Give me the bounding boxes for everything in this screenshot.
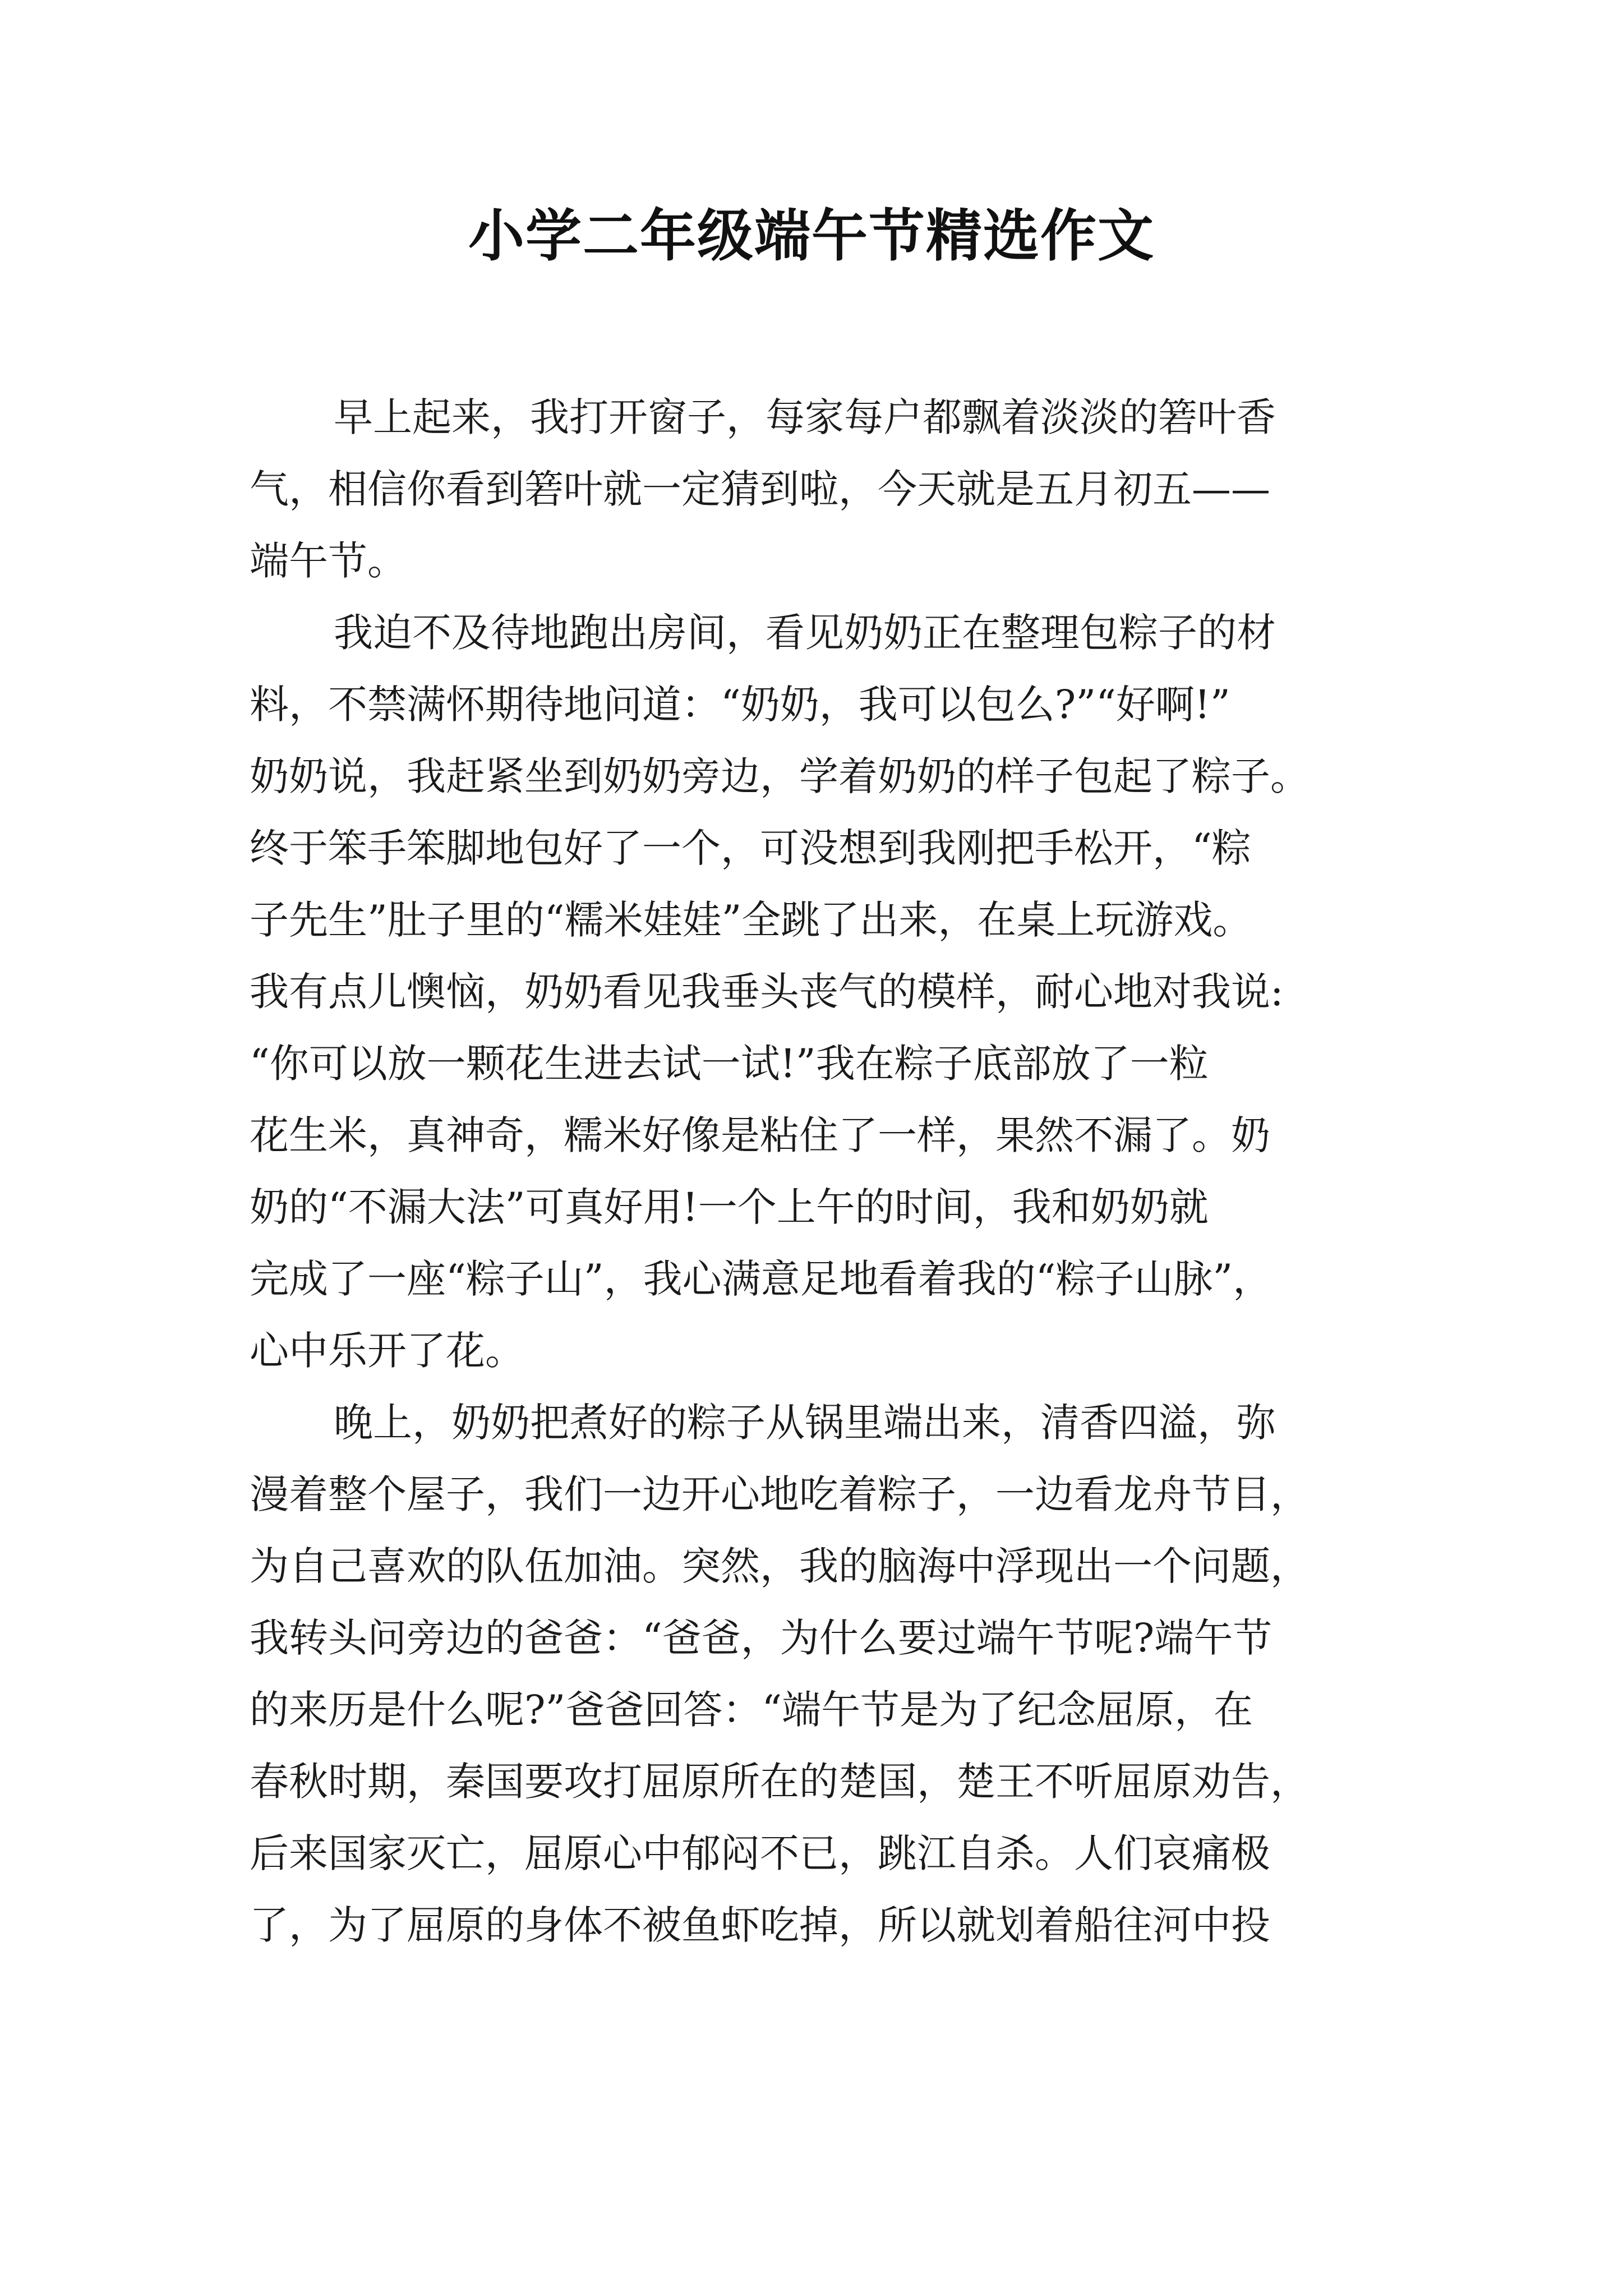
document-title: 小学二年级端午节精选作文 xyxy=(468,203,1155,269)
paragraph-2-line-8: 花生米，真神奇，糯米好像是粘住了一样，果然不漏了。奶 xyxy=(250,1112,1270,1158)
paragraph-3-line-5: 的来历是什么呢?”爸爸回答：“端午节是为了纪念屈原，在 xyxy=(250,1687,1253,1733)
paragraph-2-line-9: 奶的“不漏大法”可真好用!一个上午的时间，我和奶奶就 xyxy=(250,1184,1209,1230)
paragraph-3-line-3: 为自己喜欢的队伍加油。突然，我的脑海中浮现出一个问题， xyxy=(250,1543,1310,1589)
paragraph-1-line-1: 早上起来，我打开窗子，每家每户都飘着淡淡的箬叶香 xyxy=(334,394,1276,440)
paragraph-2-line-7: “你可以放一颗花生进去试一试!”我在粽子底部放了一粒 xyxy=(250,1041,1209,1087)
paragraph-3-line-8: 了，为了屈原的身体不被鱼虾吃掉，所以就划着船往河中投 xyxy=(250,1902,1270,1948)
paragraph-2-line-10: 完成了一座“粽子山”，我心满意足地看着我的“粽子山脉”， xyxy=(250,1256,1272,1302)
paragraph-2-line-3: 奶奶说，我赶紧坐到奶奶旁边，学着奶奶的样子包起了粽子。 xyxy=(250,753,1310,799)
paragraph-2-line-5: 子先生”肚子里的“糯米娃娃”全跳了出来，在桌上玩游戏。 xyxy=(250,897,1252,943)
paragraph-2-line-4: 终于笨手笨脚地包好了一个，可没想到我刚把手松开，“粽 xyxy=(250,825,1251,871)
paragraph-3-line-4: 我转头问旁边的爸爸：“爸爸，为什么要过端午节呢?端午节 xyxy=(250,1615,1272,1661)
paragraph-3-line-2: 漫着整个屋子，我们一边开心地吃着粽子，一边看龙舟节目， xyxy=(250,1471,1310,1517)
essay-body xyxy=(250,381,1405,1961)
paragraph-3-line-1: 晚上，奶奶把煮好的粽子从锅里端出来，清香四溢，弥 xyxy=(334,1400,1276,1446)
paragraph-2-line-6: 我有点儿懊恼，奶奶看见我垂头丧气的模样，耐心地对我说: xyxy=(250,969,1284,1015)
paragraph-3-line-7: 后来国家灭亡，屈原心中郁闷不已，跳江自杀。人们哀痛极 xyxy=(250,1830,1270,1876)
paragraph-1-line-2: 气，相信你看到箬叶就一定猜到啦，今天就是五月初五—— xyxy=(250,466,1270,512)
paragraph-3-line-6: 春秋时期，秦国要攻打屈原所在的楚国，楚王不听屈原劝告， xyxy=(250,1759,1310,1805)
paragraph-2-line-11: 心中乐开了花。 xyxy=(250,1328,524,1374)
paragraph-1-line-3: 端午节。 xyxy=(250,538,407,584)
paragraph-2-line-2: 料，不禁满怀期待地问道：“奶奶，我可以包么?”“好啊!” xyxy=(250,682,1230,728)
paragraph-2-line-1: 我迫不及待地跑出房间，看见奶奶正在整理包粽子的材 xyxy=(334,610,1276,656)
